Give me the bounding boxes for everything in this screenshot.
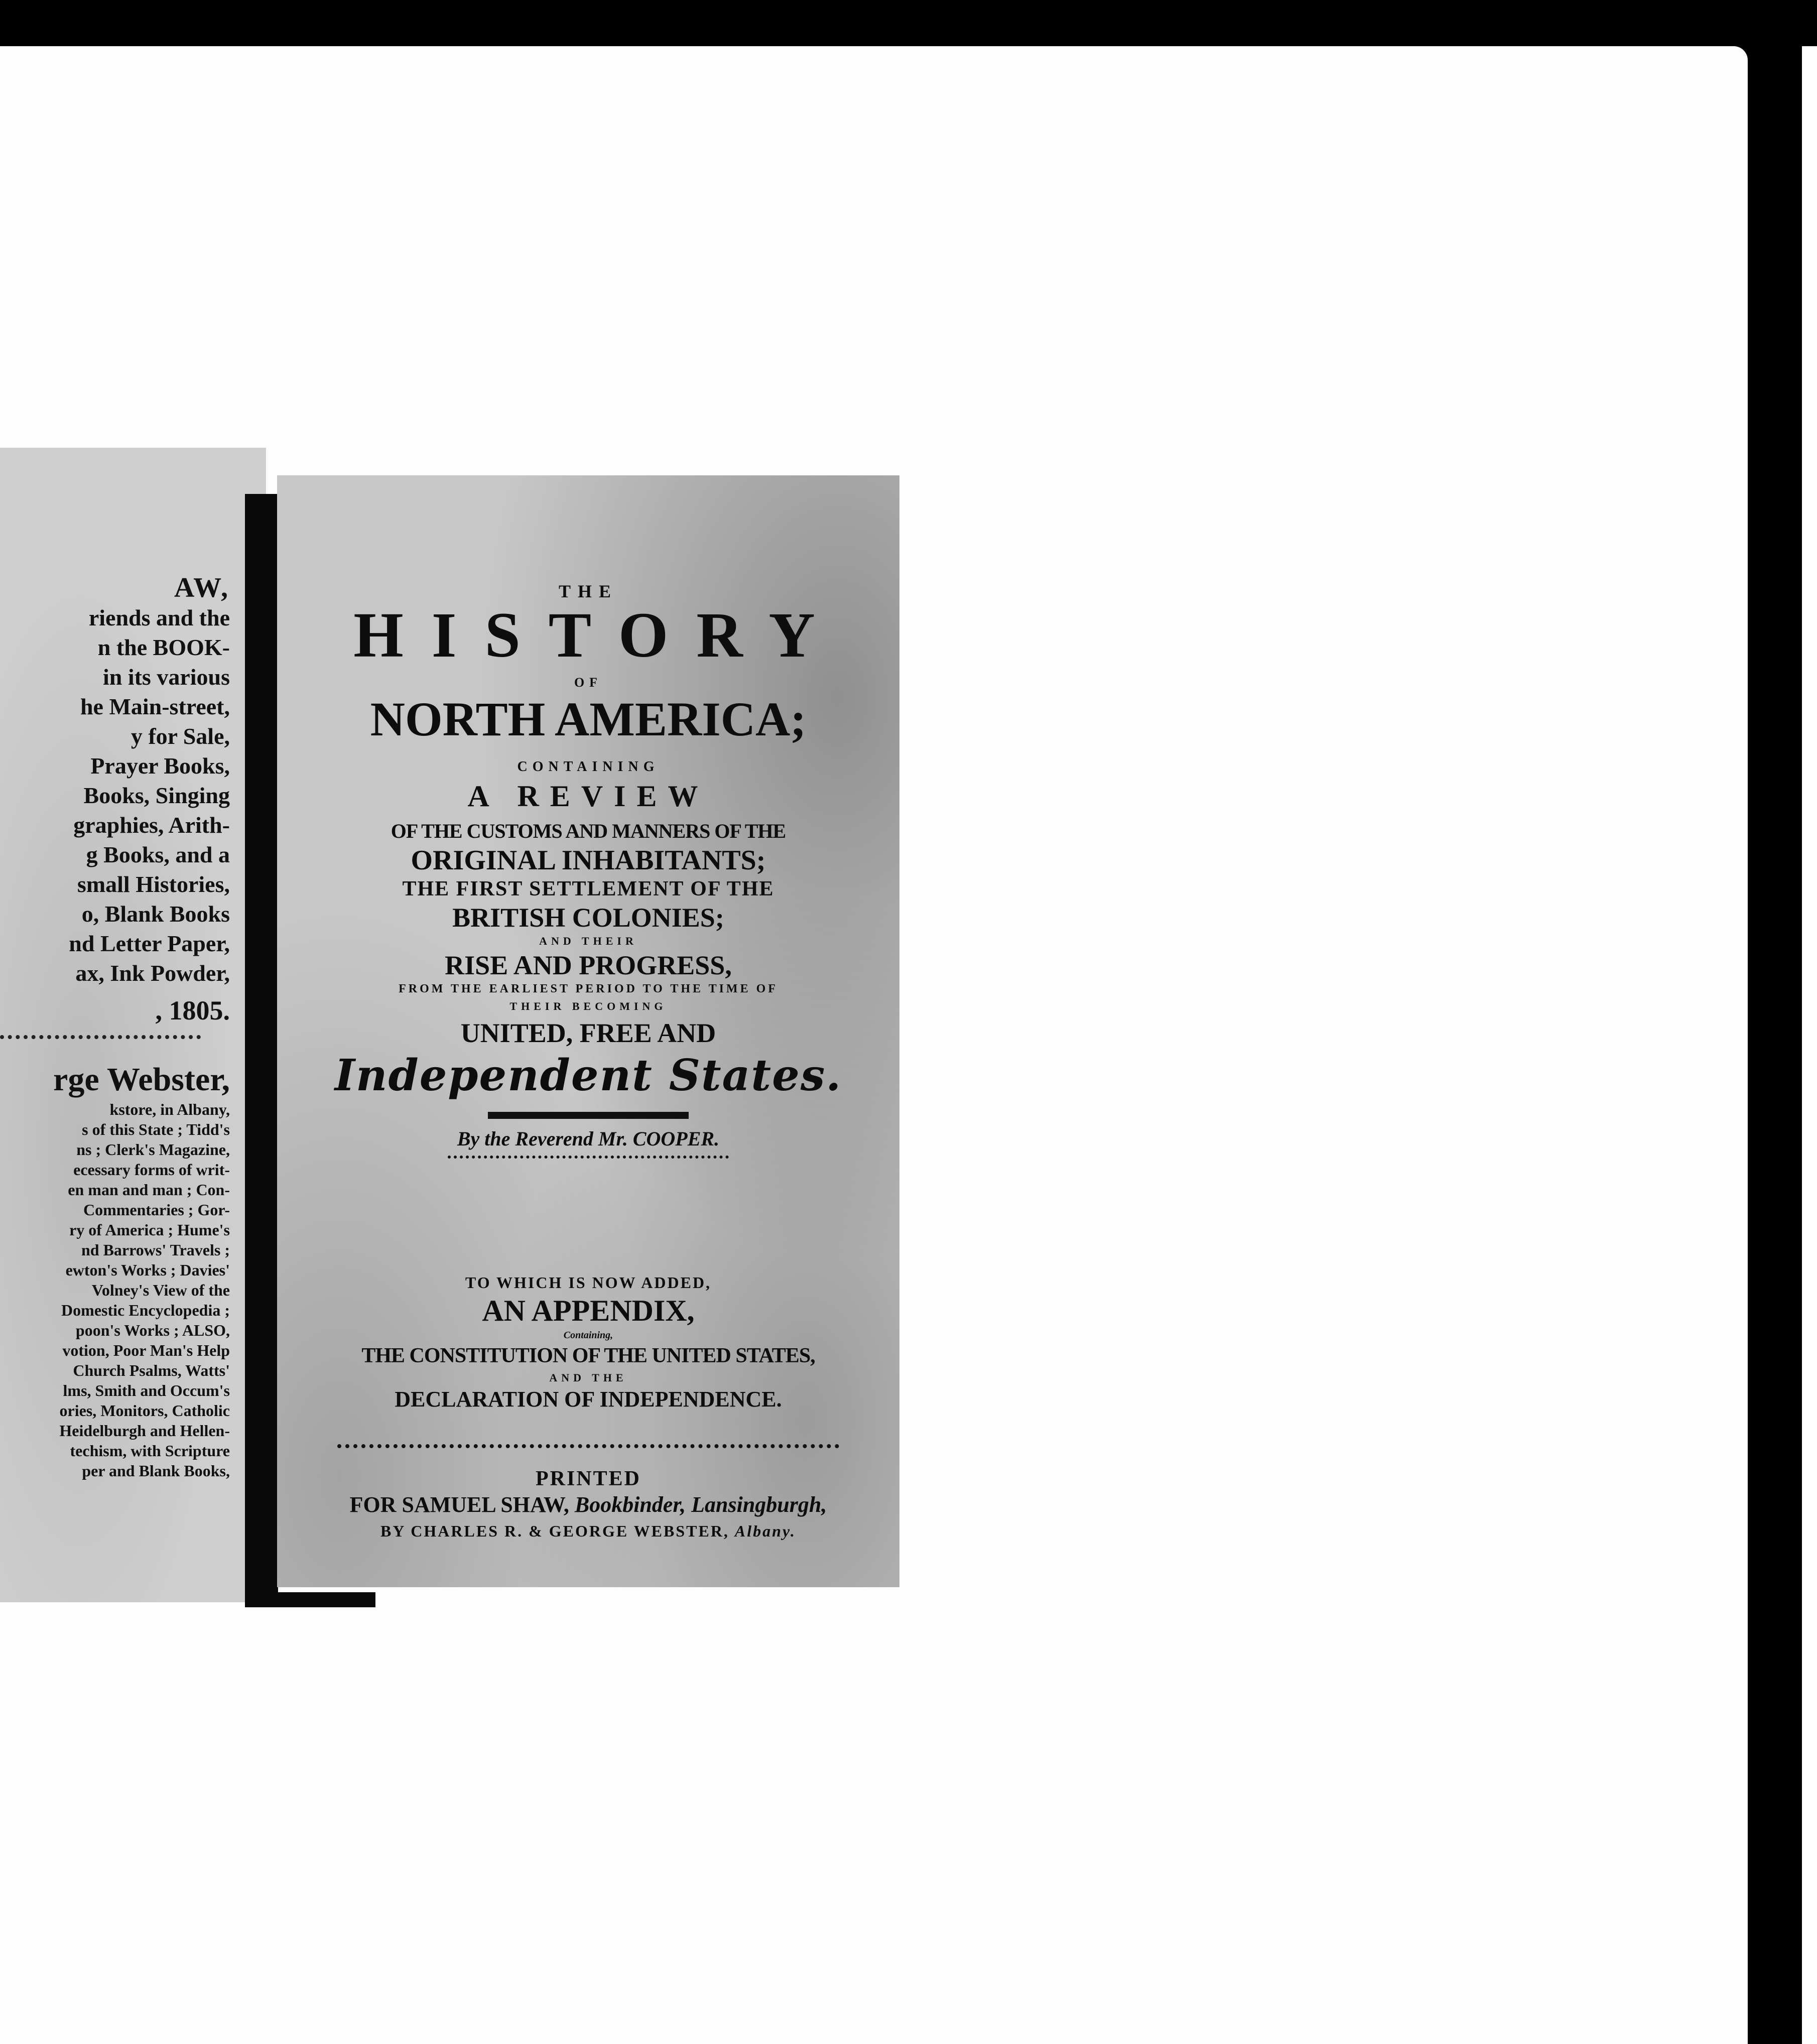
adjacent-page-edge xyxy=(1802,46,1817,2044)
title-history: HISTORY xyxy=(353,599,843,671)
book-spine xyxy=(245,494,278,1607)
imprint-for-name: FOR SAMUEL SHAW, xyxy=(349,1492,569,1517)
advertisement-date: , 1805. xyxy=(155,995,230,1026)
advertisement-line: ories, Monitors, Catholic xyxy=(59,1401,230,1420)
title-north-america: NORTH AMERICA; xyxy=(370,692,807,746)
line-customs: OF THE CUSTOMS AND MANNERS OF THE xyxy=(391,820,786,842)
advertisement-line: ewton's Works ; Davies' xyxy=(65,1261,230,1279)
line-containing-2: Containing, xyxy=(563,1330,613,1341)
advertisement-line: per and Blank Books, xyxy=(82,1462,230,1480)
imprint-printed: PRINTED xyxy=(535,1467,641,1490)
advertisement-line: Books, Singing xyxy=(83,783,230,808)
thick-rule xyxy=(488,1112,689,1119)
title-the: THE xyxy=(558,581,618,601)
advertisement-line: Domestic Encyclopedia ; xyxy=(61,1301,230,1319)
title-page xyxy=(277,475,899,1587)
imprint-for-trade: Bookbinder, Lansingburgh, xyxy=(574,1492,827,1517)
advertisement-line: ry of America ; Hume's xyxy=(69,1221,230,1239)
imprint-for xyxy=(277,1492,899,1517)
line-and-their: AND THEIR xyxy=(539,935,637,947)
line-to-which: TO WHICH IS NOW ADDED, xyxy=(465,1273,712,1292)
advertisement-heading: rge Webster, xyxy=(53,1061,230,1098)
line-declaration: DECLARATION OF INDEPENDENCE. xyxy=(395,1387,782,1412)
advertisement-shaw xyxy=(0,573,230,988)
advertisement-line: he Main-street, xyxy=(80,694,230,719)
line-their-becoming: THEIR BECOMING xyxy=(509,1000,667,1012)
advertisement-line: ecessary forms of writ- xyxy=(73,1161,230,1179)
advertisement-line: AW, xyxy=(174,572,230,603)
advertisement-line: ax, Ink Powder, xyxy=(75,960,230,986)
advertisement-line: graphies, Arith- xyxy=(73,812,230,838)
scanner-top-border xyxy=(0,0,1817,46)
line-constitution: THE CONSTITUTION OF THE UNITED STATES, xyxy=(361,1344,815,1367)
line-containing: CONTAINING xyxy=(517,759,660,775)
book-spine-foot xyxy=(245,1592,375,1607)
advertisement-line: techism, with Scripture xyxy=(70,1442,230,1460)
advertisement-line: Church Psalms, Watts' xyxy=(73,1361,230,1379)
advertisement-line: s of this State ; Tidd's xyxy=(82,1120,230,1138)
advertisement-line: n the BOOK- xyxy=(97,634,230,660)
advertisement-line: Heidelburgh and Hellen- xyxy=(59,1422,230,1440)
author-line: By the Reverend Mr. COOPER. xyxy=(457,1127,720,1150)
advertisement-line: riends and the xyxy=(88,605,230,630)
ornamental-rule xyxy=(0,1035,201,1043)
line-appendix: AN APPENDIX, xyxy=(482,1294,695,1327)
advertisement-body xyxy=(0,1099,230,1481)
advertisement-line: ns ; Clerk's Magazine, xyxy=(76,1140,230,1159)
line-and-the: AND THE xyxy=(549,1371,627,1384)
advertisement-line: y for Sale, xyxy=(131,723,230,749)
advertisement-line: kstore, in Albany, xyxy=(109,1100,230,1118)
line-british-colonies: BRITISH COLONIES; xyxy=(452,903,724,933)
line-original-inhabitants: ORIGINAL INHABITANTS; xyxy=(411,845,766,876)
advertisement-line: lms, Smith and Occum's xyxy=(63,1381,230,1399)
line-first-settlement: THE FIRST SETTLEMENT OF THE xyxy=(402,877,774,901)
facing-page-advertisement xyxy=(0,448,266,1602)
line-independent-states: Independent States. xyxy=(334,1050,842,1101)
imprint-by-name: BY CHARLES R. & GEORGE WEBSTER, xyxy=(380,1522,729,1540)
imprint-by-place: Albany. xyxy=(734,1522,796,1540)
title-of: OF xyxy=(574,675,603,690)
line-united-free: UNITED, FREE AND xyxy=(460,1018,716,1048)
scan-sheet xyxy=(0,46,1748,2044)
advertisement-line: o, Blank Books xyxy=(81,901,230,927)
advertisement-line: nd Letter Paper, xyxy=(69,931,230,956)
ornamental-rule-2 xyxy=(337,1444,839,1452)
advertisement-line: poon's Works ; ALSO, xyxy=(75,1321,230,1339)
line-from-earliest: FROM THE EARLIEST PERIOD TO THE TIME OF xyxy=(399,982,778,995)
line-rise-progress: RISE AND PROGRESS, xyxy=(445,950,732,980)
advertisement-line: g Books, and a xyxy=(86,842,230,867)
ornamental-rule xyxy=(448,1156,729,1162)
advertisement-line: Volney's View of the xyxy=(91,1281,230,1299)
advertisement-line: Commentaries ; Gor- xyxy=(83,1201,230,1219)
advertisement-line: votion, Poor Man's Help xyxy=(62,1341,230,1359)
line-review: A REVIEW xyxy=(467,780,709,813)
imprint-by xyxy=(277,1522,899,1541)
advertisement-line: nd Barrows' Travels ; xyxy=(81,1241,230,1259)
advertisement-line: small Histories, xyxy=(77,871,230,897)
advertisement-line: in its various xyxy=(102,664,230,690)
advertisement-webster xyxy=(0,1060,230,1481)
advertisement-line: en man and man ; Con- xyxy=(68,1181,230,1199)
advertisement-line: Prayer Books, xyxy=(90,753,230,779)
